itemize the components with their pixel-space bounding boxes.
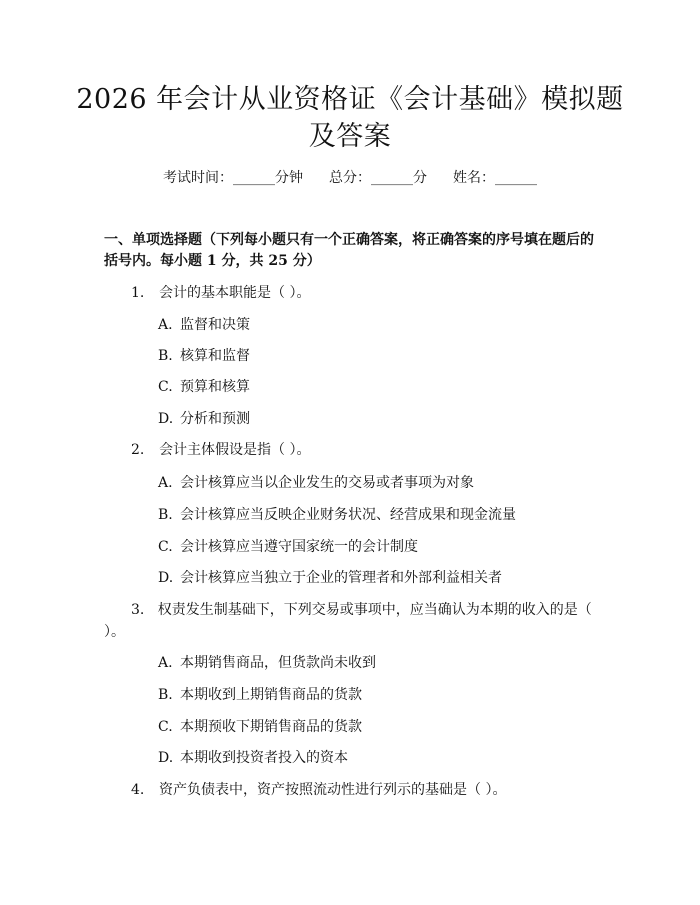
question-3-option-d [158, 748, 348, 768]
question-number: 1. [131, 285, 145, 301]
student-name-field: 姓名：______ [453, 170, 537, 186]
option-text: 分析和预测 [180, 411, 250, 427]
option-letter: D. [158, 750, 174, 766]
option-text: 会计核算应当以企业发生的交易或者事项为对象 [180, 475, 474, 491]
option-letter: B. [158, 348, 173, 364]
option-letter: B. [158, 507, 173, 523]
question-3-option-a [158, 653, 376, 673]
question-2-option-c [158, 537, 418, 557]
option-letter: C. [158, 539, 173, 555]
question-2-option-b [158, 505, 516, 525]
option-text: 核算和监督 [180, 348, 250, 364]
option-text: 监督和决策 [180, 317, 250, 333]
question-3-option-c [158, 717, 362, 737]
question-1-option-a [158, 315, 250, 335]
question-number: 4. [131, 782, 145, 798]
question-number: 2. [131, 442, 145, 458]
question-3-option-b [158, 685, 362, 705]
exam-title-line-2: 及答案 [308, 121, 392, 152]
total-score-field: 总分：______分 [329, 170, 427, 186]
question-text: 资产负债表中，资产按照流动性进行列示的基础是（ ）。 [159, 782, 507, 798]
question-text: 会计的基本职能是（ ）。 [159, 285, 311, 301]
option-letter: A. [158, 317, 173, 333]
option-letter: A. [158, 655, 173, 671]
option-text: 会计核算应当反映企业财务状况、经营成果和现金流量 [180, 507, 516, 523]
question-4 [131, 780, 506, 800]
option-letter: D. [158, 570, 174, 586]
question-1-option-b [158, 346, 250, 366]
option-letter: C. [158, 719, 173, 735]
question-2-option-d [158, 568, 502, 588]
exam-meta-line [0, 168, 700, 188]
section-heading-single-choice: 一、单项选择题（下列每小题只有一个正确答案，将正确答案的序号填在题后的括号内。每小题 1 分，共 25 分） [104, 232, 594, 269]
option-text: 本期收到上期销售商品的货款 [180, 687, 362, 703]
question-text: 会计主体假设是指（ ）。 [159, 442, 311, 458]
exam-time-field: 考试时间：______分钟 [163, 170, 303, 186]
question-number: 3. [131, 602, 145, 618]
option-text: 本期预收下期销售商品的货款 [180, 719, 362, 735]
option-text: 本期收到投资者投入的资本 [180, 750, 348, 766]
option-text: 预算和核算 [180, 379, 250, 395]
option-letter: D. [158, 411, 174, 427]
option-letter: C. [158, 379, 173, 395]
question-1 [131, 283, 310, 303]
option-letter: B. [158, 687, 173, 703]
exam-title-line-1: 2026 年会计从业资格证《会计基础》模拟题 [76, 84, 624, 115]
option-text: 会计核算应当独立于企业的管理者和外部利益相关者 [180, 570, 502, 586]
option-text: 本期销售商品，但货款尚未收到 [180, 655, 376, 671]
option-text: 会计核算应当遵守国家统一的会计制度 [180, 539, 418, 555]
question-text: 权责发生制基础下，下列交易或事项中，应当确认为本期的收入的是（ ）。 [104, 602, 592, 640]
question-2-option-a [158, 473, 474, 493]
question-1-option-c [158, 377, 250, 397]
question-3 [104, 599, 594, 643]
question-1-option-d [158, 409, 250, 429]
option-letter: A. [158, 475, 173, 491]
question-2 [131, 440, 310, 460]
